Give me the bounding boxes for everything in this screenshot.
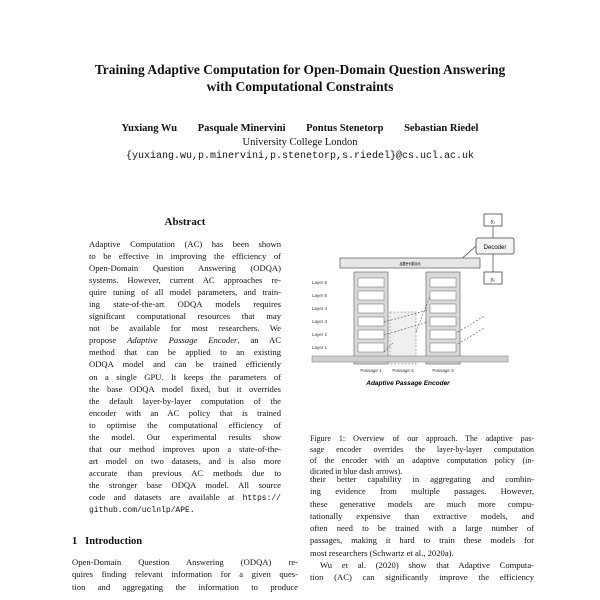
passage-label: Passage 1 bbox=[360, 368, 382, 373]
section-heading-introduction bbox=[72, 536, 142, 547]
body-line: ing evidence from multiple passages. However, bbox=[310, 486, 534, 497]
abstract-body bbox=[89, 238, 281, 515]
abstract-line: to optimise the computational efficiency of bbox=[89, 419, 281, 430]
body-line: passages, making it hard to train these models for bbox=[310, 535, 534, 546]
abstract-line: systems. However, current AC approaches re- bbox=[89, 275, 281, 286]
author-emails: {yuxiang.wu,p.minervini,p.stenetorp,s.riedel}@cs.ucl.ac.uk bbox=[125, 151, 475, 162]
layer-label: Layer 5 bbox=[312, 293, 328, 298]
paper-title bbox=[40, 61, 560, 95]
abstract-line: on a single GPU. It keeps the parameters of bbox=[89, 371, 281, 382]
abstract-line: the model. Our experimental results show bbox=[89, 431, 281, 442]
section-title: Introduction bbox=[85, 536, 143, 547]
intro-line: tion and aggregating the information to produce bbox=[72, 581, 298, 592]
layer-label: Layer 3 bbox=[312, 319, 328, 324]
abstract-line: ing state-of-the-art ODQA models requires bbox=[89, 299, 281, 310]
author-list bbox=[40, 123, 560, 134]
caption-line: of the encoder with an adaptive computation policy (in- bbox=[310, 456, 534, 465]
decoder-block bbox=[458, 214, 514, 284]
abstract-line: the stronger base ODQA model. All source bbox=[89, 479, 281, 490]
abstract-line-emph: propose Adaptive Passage Encoder, an AC bbox=[89, 335, 281, 346]
abstract-line: the default layer-by-layer computation of the bbox=[89, 395, 281, 406]
layer-labels bbox=[312, 280, 328, 350]
layer-label: Layer 4 bbox=[312, 306, 328, 311]
layer-label: Layer 1 bbox=[312, 345, 328, 350]
encoder-stack-3 bbox=[426, 272, 460, 364]
title-line-2: with Computational Constraints bbox=[206, 79, 394, 94]
title-line-1: Training Adaptive Computation for Open-Domain Question Answering bbox=[94, 62, 506, 77]
passage-labels bbox=[360, 368, 454, 373]
intro-line: Open-Domain Question Answering (ODQA) re- bbox=[72, 557, 298, 567]
figure-label: Adaptive Passage Encoder bbox=[366, 380, 450, 387]
caption-line: Figure 1: Overview of our approach. The adaptive pas- bbox=[310, 434, 534, 443]
svg-text:y₁: y₁ bbox=[490, 219, 496, 225]
introduction-body bbox=[72, 556, 298, 593]
abstract-line: not be available for most researchers. We bbox=[89, 323, 281, 334]
layer-label: Layer 2 bbox=[312, 332, 328, 337]
body-line: most researchers (Schwartz et al., 2020a). bbox=[310, 547, 454, 558]
abstract-line: method that can be applied to an existing bbox=[89, 347, 281, 358]
layer-label: Layer 6 bbox=[312, 280, 328, 285]
author-2: Pasquale Minervini bbox=[197, 123, 286, 134]
emph-ape: Adaptive Passage Encoder bbox=[127, 335, 238, 346]
abstract-line: encoder with an AC policy that is trained bbox=[89, 407, 281, 418]
author-4: Sebastian Riedel bbox=[404, 123, 479, 134]
abstract-url[interactable]: github.com/uclnlp/APE. bbox=[89, 506, 195, 516]
decoder-label: Decoder bbox=[483, 245, 507, 251]
author-1: Yuxiang Wu bbox=[121, 123, 178, 134]
abstract-line: Adaptive Computation (AC) has been shown bbox=[89, 239, 281, 249]
abstract-line-url: code and datasets are available at https:// bbox=[89, 491, 281, 503]
attention-label: attention bbox=[399, 261, 421, 268]
caption-line: dicated in blue dash arrows). bbox=[310, 467, 403, 476]
caption-line: sage encoder overrides the layer-by-layer computation bbox=[310, 445, 534, 454]
abstract-line: that our method improves upon a state-of-the- bbox=[89, 443, 281, 454]
passage-label: Passage 2 bbox=[392, 368, 414, 373]
body-line: these generative models are much more compu- bbox=[310, 498, 534, 509]
right-column-body bbox=[310, 473, 534, 584]
figure-1-caption bbox=[310, 433, 534, 477]
body-line: Wu et al. (2020) show that Adaptive Computa- bbox=[320, 560, 534, 571]
body-line: tationally expensive than extractive models, and bbox=[310, 510, 534, 521]
section-number: 1 bbox=[72, 536, 78, 547]
svg-text:y₀: y₀ bbox=[490, 277, 496, 283]
body-line: often need to be trained with a large number of bbox=[310, 523, 534, 534]
abstract-line: Open-Domain Question Answering (ODQA) bbox=[89, 263, 281, 274]
abstract-line: quire tuning of all model parameters, and train- bbox=[89, 287, 281, 298]
intro-line: quires finding relevant information for a given ques- bbox=[72, 569, 298, 580]
abstract-line: accurate than previous AC methods due to bbox=[89, 467, 281, 478]
abstract-line: to be effective in improving the efficiency of bbox=[89, 251, 281, 262]
abstract-line: significant computational resources that may bbox=[89, 311, 281, 322]
abstract-line: art model on two datasets, and is also more bbox=[89, 455, 281, 466]
author-3: Pontus Stenetorp bbox=[306, 123, 384, 134]
passage-label: Passage 3 bbox=[432, 368, 454, 373]
affiliation: University College London bbox=[242, 137, 358, 148]
abstract-heading: Abstract bbox=[164, 216, 206, 228]
figure-1-diagram bbox=[308, 212, 534, 392]
abstract-line: ODQA model and can be trained efficiently bbox=[89, 359, 281, 370]
body-line: their better capability in aggregating and combin- bbox=[310, 474, 534, 484]
body-line: tion (AC) can significantly improve the efficiency bbox=[310, 572, 534, 583]
encoder-stack-1 bbox=[354, 272, 388, 364]
abstract-line: the base ODQA model fixed, but it overrides bbox=[89, 383, 281, 394]
